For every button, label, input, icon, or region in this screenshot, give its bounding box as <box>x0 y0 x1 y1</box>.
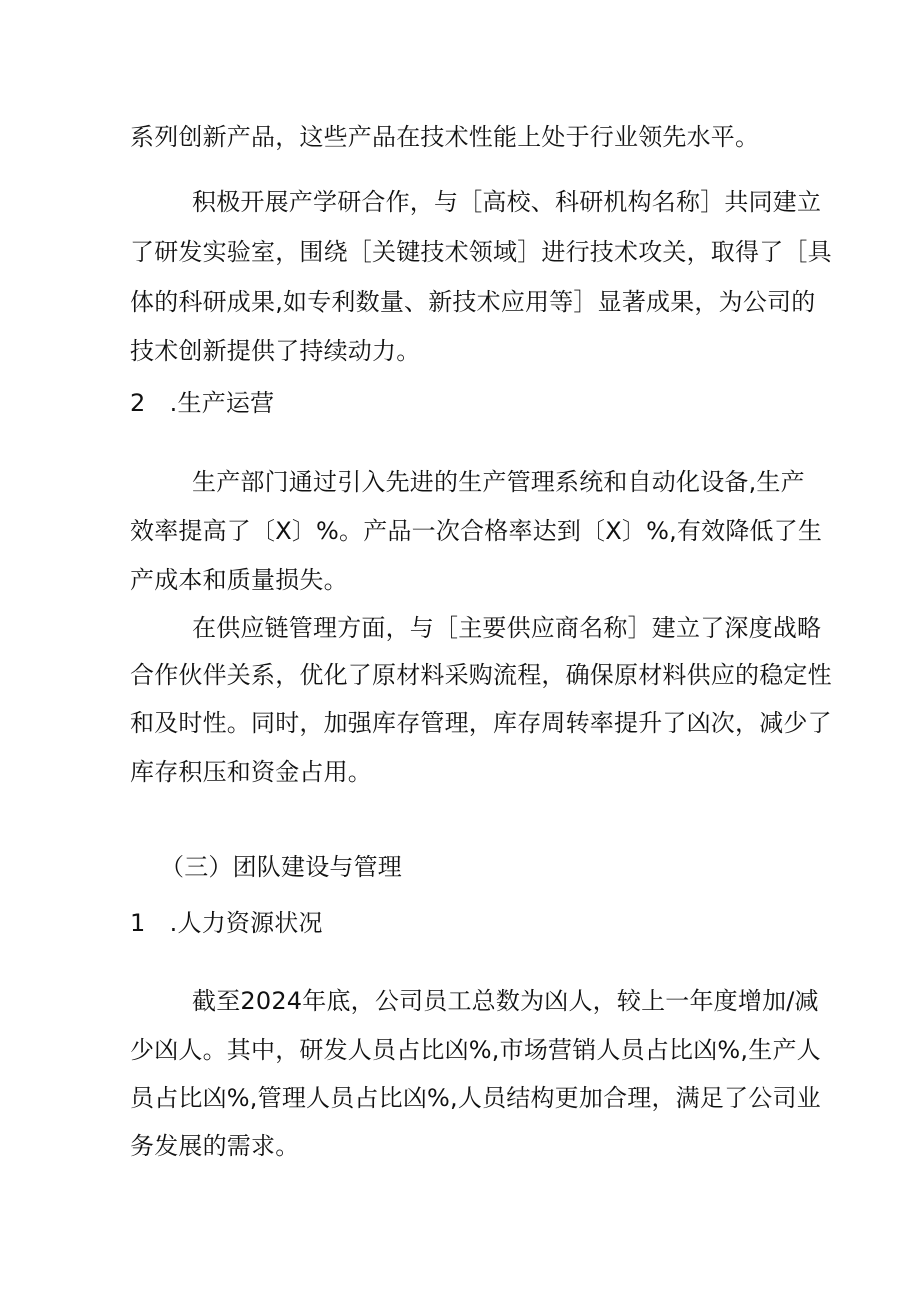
subsection-heading: 1 .人力资源状况 <box>130 909 323 937</box>
paragraph-line: 技术创新提供了持续动力。 <box>130 337 421 365</box>
section-heading: （三）团队建设与管理 <box>160 853 402 881</box>
paragraph-line: 生产部门通过引入先进的生产管理系统和自动化设备,生产 <box>192 468 805 496</box>
paragraph-line: 员占比凶%,管理人员占比凶%,人员结构更加合理，满足了公司业 <box>130 1084 821 1112</box>
paragraph-line: 合作伙伴关系，优化了原材料采购流程，确保原材料供应的稳定性 <box>130 661 832 689</box>
paragraph-line: 积极开展产学研合作，与［高校、科研机构名称］共同建立 <box>192 188 822 216</box>
paragraph-line: 了研发实验室，围绕［关键技术领域］进行技术攻关，取得了［具 <box>130 238 832 266</box>
paragraph-line: 体的科研成果,如专利数量、新技术应用等］显著成果，为公司的 <box>130 288 816 316</box>
paragraph-line: 在供应链管理方面，与［主要供应商名称］建立了深度战略 <box>192 614 822 642</box>
paragraph-line: 和及时性。同时，加强库存管理，库存周转率提升了凶次，减少了 <box>130 709 832 737</box>
paragraph-line: 产成本和质量损失。 <box>130 566 348 594</box>
section-heading: 2 .生产运营 <box>130 389 275 417</box>
paragraph-line: 系列创新产品，这些产品在技术性能上处于行业领先水平。 <box>130 123 760 151</box>
paragraph-line: 库存积压和资金占用。 <box>130 758 372 786</box>
paragraph-line: 少凶人。其中，研发人员占比凶%,市场营销人员占比凶%,生产人 <box>130 1036 821 1064</box>
paragraph-line: 效率提高了〔X〕%。产品一次合格率达到〔X〕%,有效降低了生 <box>130 517 823 545</box>
paragraph-line: 务发展的需求。 <box>130 1132 300 1160</box>
paragraph-line: 截至2024年底，公司员工总数为凶人，较上一年度增加/减 <box>192 987 819 1015</box>
